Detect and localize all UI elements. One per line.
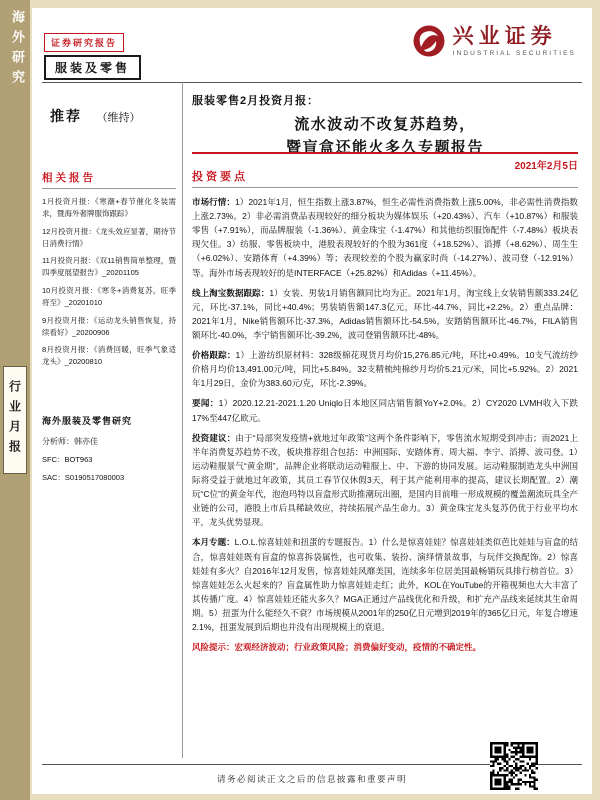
vertical-label-industry-monthly-text: 行业月报: [7, 380, 22, 460]
related-report-item[interactable]: 12月投资月报：《龙头效应显著，期待节日消费行情》: [42, 226, 176, 248]
rating-row: [50, 106, 140, 126]
title-divider: [192, 152, 578, 154]
brand-logo-text: [452, 23, 576, 57]
paragraph-text: L.O.L.惊喜娃娃和扭蛋的专题报告。1）什么是惊喜娃娃？惊喜娃娃类似芭比娃娃与盲盒的结合，惊喜娃娃既有盲盒的惊喜拆袋属性，也可收集、装扮、演绎情景故事，与玩伴交换配饰。2）惊喜娃娃有多火？自2016年12月发售，惊喜娃娃风靡美国，连续多年位居美国最畅销玩具排行榜首位。3）惊喜娃娃怎么火起来的？盲盒属性助力惊喜娃娃走红；此外，KOL在YouTube的开箱视频也大大丰富了其传播广度。4）惊喜娃娃还能火多久？MGA正通过产品线优化和升级，和扩充产品线来延续其生命周期。5）扭蛋为什么能经久不衰？市场规模从2001年的250亿日元增到2019年的365亿日元，年复合增速2.1%，扭蛋发展到后期也并没有出现规模上的衰退。: [192, 537, 578, 633]
footer-disclaimer: 请务必阅读正文之后的信息披露和重要声明: [216, 774, 407, 784]
related-report-item[interactable]: 8月投资月报：《消费回暖，旺季气象适龙头》_20200810: [42, 345, 176, 367]
paragraph-label: 本月专题：: [192, 537, 235, 548]
rating-note: （维持）: [96, 112, 141, 124]
risk-warning-label: 风险提示：: [192, 642, 235, 653]
related-report-item[interactable]: 11月投资月报：《双11销售简单整理，暨四季度展望报告》_20201105: [42, 256, 176, 278]
paragraph-label: 价格跟踪：: [192, 350, 236, 361]
report-title-line1: 服装零售2月投资月报：: [192, 95, 320, 107]
report-title: [192, 92, 578, 159]
related-reports-heading: 相关报告: [42, 170, 176, 189]
brand-name-en: INDUSTRIAL SECURITIES: [452, 49, 576, 57]
analyst-sac: SAC：S0190517080003: [42, 473, 125, 483]
analyst-sfc: SFC：BOT963: [42, 455, 93, 465]
report-sheet: [32, 8, 592, 794]
paragraph-investment-advice: [192, 431, 578, 530]
brand-logo-icon: [412, 24, 446, 58]
risk-warning: [192, 640, 578, 654]
paragraph-text: 1）2021年1月，恒生指数上涨3.87%，恒生必需性消费指数上涨5.00%，非必需性消费指数上涨2.73%。2）非必需消费品表现较好的细分板块为媒体娱乐（+20.43%）、汽车（+10.87%）和服装零售（+7.91%），而品牌服装（-1.36%）、黄金珠宝（-1.47%）和其他纺织服饰配件（-7.48%）板块表现欠佳。3）纺服、零售板块中，港股表现较好的个股为361度（+18.52%）、滔搏（+8.62%）、周生生（+6.02%）、安踏体育（+4.39%）等；表现较差的个股为赢家时尚（-14.27%）、波司登（-12.91%）等。海外市场表现较好的是INTERFACE（+25.82%）和Adidas（+11.45%）。: [192, 197, 578, 278]
paragraph-label: 线上淘宝数据跟踪：: [192, 287, 270, 298]
left-edge-strip: [0, 0, 30, 800]
analyst-block: [42, 414, 176, 483]
investment-highlights-heading: 投资要点: [192, 168, 578, 188]
related-report-item[interactable]: 9月投资月报：《运动龙头销售恢复，持续看好》_20200906: [42, 315, 176, 337]
related-report-item[interactable]: 1月投资月报：《寒潮+春节催化冬装需求，暨海外奢牌服饰跟踪》: [42, 197, 176, 218]
rating-value: 推荐: [50, 108, 82, 124]
analyst-name: 分析师：韩亦佳: [42, 437, 98, 447]
paragraph-label: 市场行情：: [192, 197, 235, 207]
paragraph-monthly-topic: [192, 535, 578, 634]
paragraph-market-review: [192, 195, 578, 280]
qr-code: [490, 742, 538, 790]
vertical-label-overseas-research: 海外研究: [10, 10, 25, 90]
paragraph-text: 由于“局部突发疫情+就地过年政策”这两个条件影响下，零售流水短期受到冲击；而2021上半年消费复苏趋势不改，板块推荐组合包括：申洲国际、安踏体育、周大福、李宁、滔搏、波司登。1）运动鞋服景气“黄金期”，品牌企业将联动运动鞋服上、中、下游的协同发展。运动鞋服制造龙头申洲国际将受益于就地过年政策，其员工春节仅休假3天，利于其产能利用率的提高，建议长期配置。2）潮玩“C位”的黄金年代，泡泡玛特以盲盒形式助推潮玩出圈，是国内目前唯一形成规模的覆盖潮流玩具全产业链的公司，港股上市后具稀缺效应，持续拓展产品生命力。3）黄金珠宝龙头复苏仍优于行业平均水平，龙头优势显现。: [192, 432, 578, 528]
paragraph-label: 投资建议：: [192, 432, 236, 443]
paragraph-price-tracking: [192, 348, 578, 390]
related-report-item[interactable]: 10月投资月报：《寒冬+消费复苏，旺季将至》_20201010: [42, 286, 176, 307]
related-reports-column: [42, 170, 176, 490]
report-type-stamp: 证券研究报告: [44, 33, 124, 52]
paragraph-text: 1）上游纺织原材料：328级棉花现货月均价15,276.85元/吨，环比+0.49%。10支气流纺纱价格月均价13,491.00元/吨，同比+5.84%。32支精梳纯棉纱月均价5.21元/米，同比+5.92%。2）2021年1月29日，金价为383.60元/克，环比-2.39%。: [192, 350, 578, 389]
paragraph-text: 1）女装、男装1月销售额同比均为正。2021年1月，淘宝线上女装销售额333.24亿元，环比-37.1%，同比+40.4%；男装销售额147.3亿元，环比-44.7%，同比+2.2%。2）重点品牌：2021年1月，Nike销售额环比-37.3%，Adidas销售额环比-54.5%，安踏销售额环比-46.7%，FILA销售额环比-40.0%，李宁销售额环比-39.2%，波司登销售额环比-48%。: [192, 287, 578, 340]
paragraph-text: 1）2020.12.21-2021.1.20 Uniqlo日本地区同店销售额YoY+2.0%。2）CY2020 LVMH收入下跌17%至447亿欧元。: [192, 398, 578, 423]
brand-logo: [412, 24, 576, 58]
analyst-team-heading: 海外服装及零售研究: [42, 416, 133, 427]
report-title-line3: 暨盲盒还能火多久专题报告: [285, 138, 484, 156]
paragraph-taobao-tracking: [192, 286, 578, 342]
investment-highlights-column: [192, 168, 578, 660]
report-date: 2021年2月5日: [514, 161, 578, 172]
vertical-label-industry-monthly: [3, 366, 27, 474]
report-title-line2: 流水波动不改复苏趋势，: [294, 116, 476, 133]
risk-warning-text: 宏观经济波动；行业政策风险；消费偏好变动，疫情的不确定性。: [234, 642, 482, 653]
column-divider: [182, 82, 183, 758]
paragraph-label: 要闻：: [192, 398, 219, 409]
sector-label: 服装及零售: [44, 55, 141, 80]
header-divider: [42, 82, 582, 83]
paragraph-news: [192, 396, 578, 424]
brand-name: 兴业证券: [452, 23, 557, 48]
